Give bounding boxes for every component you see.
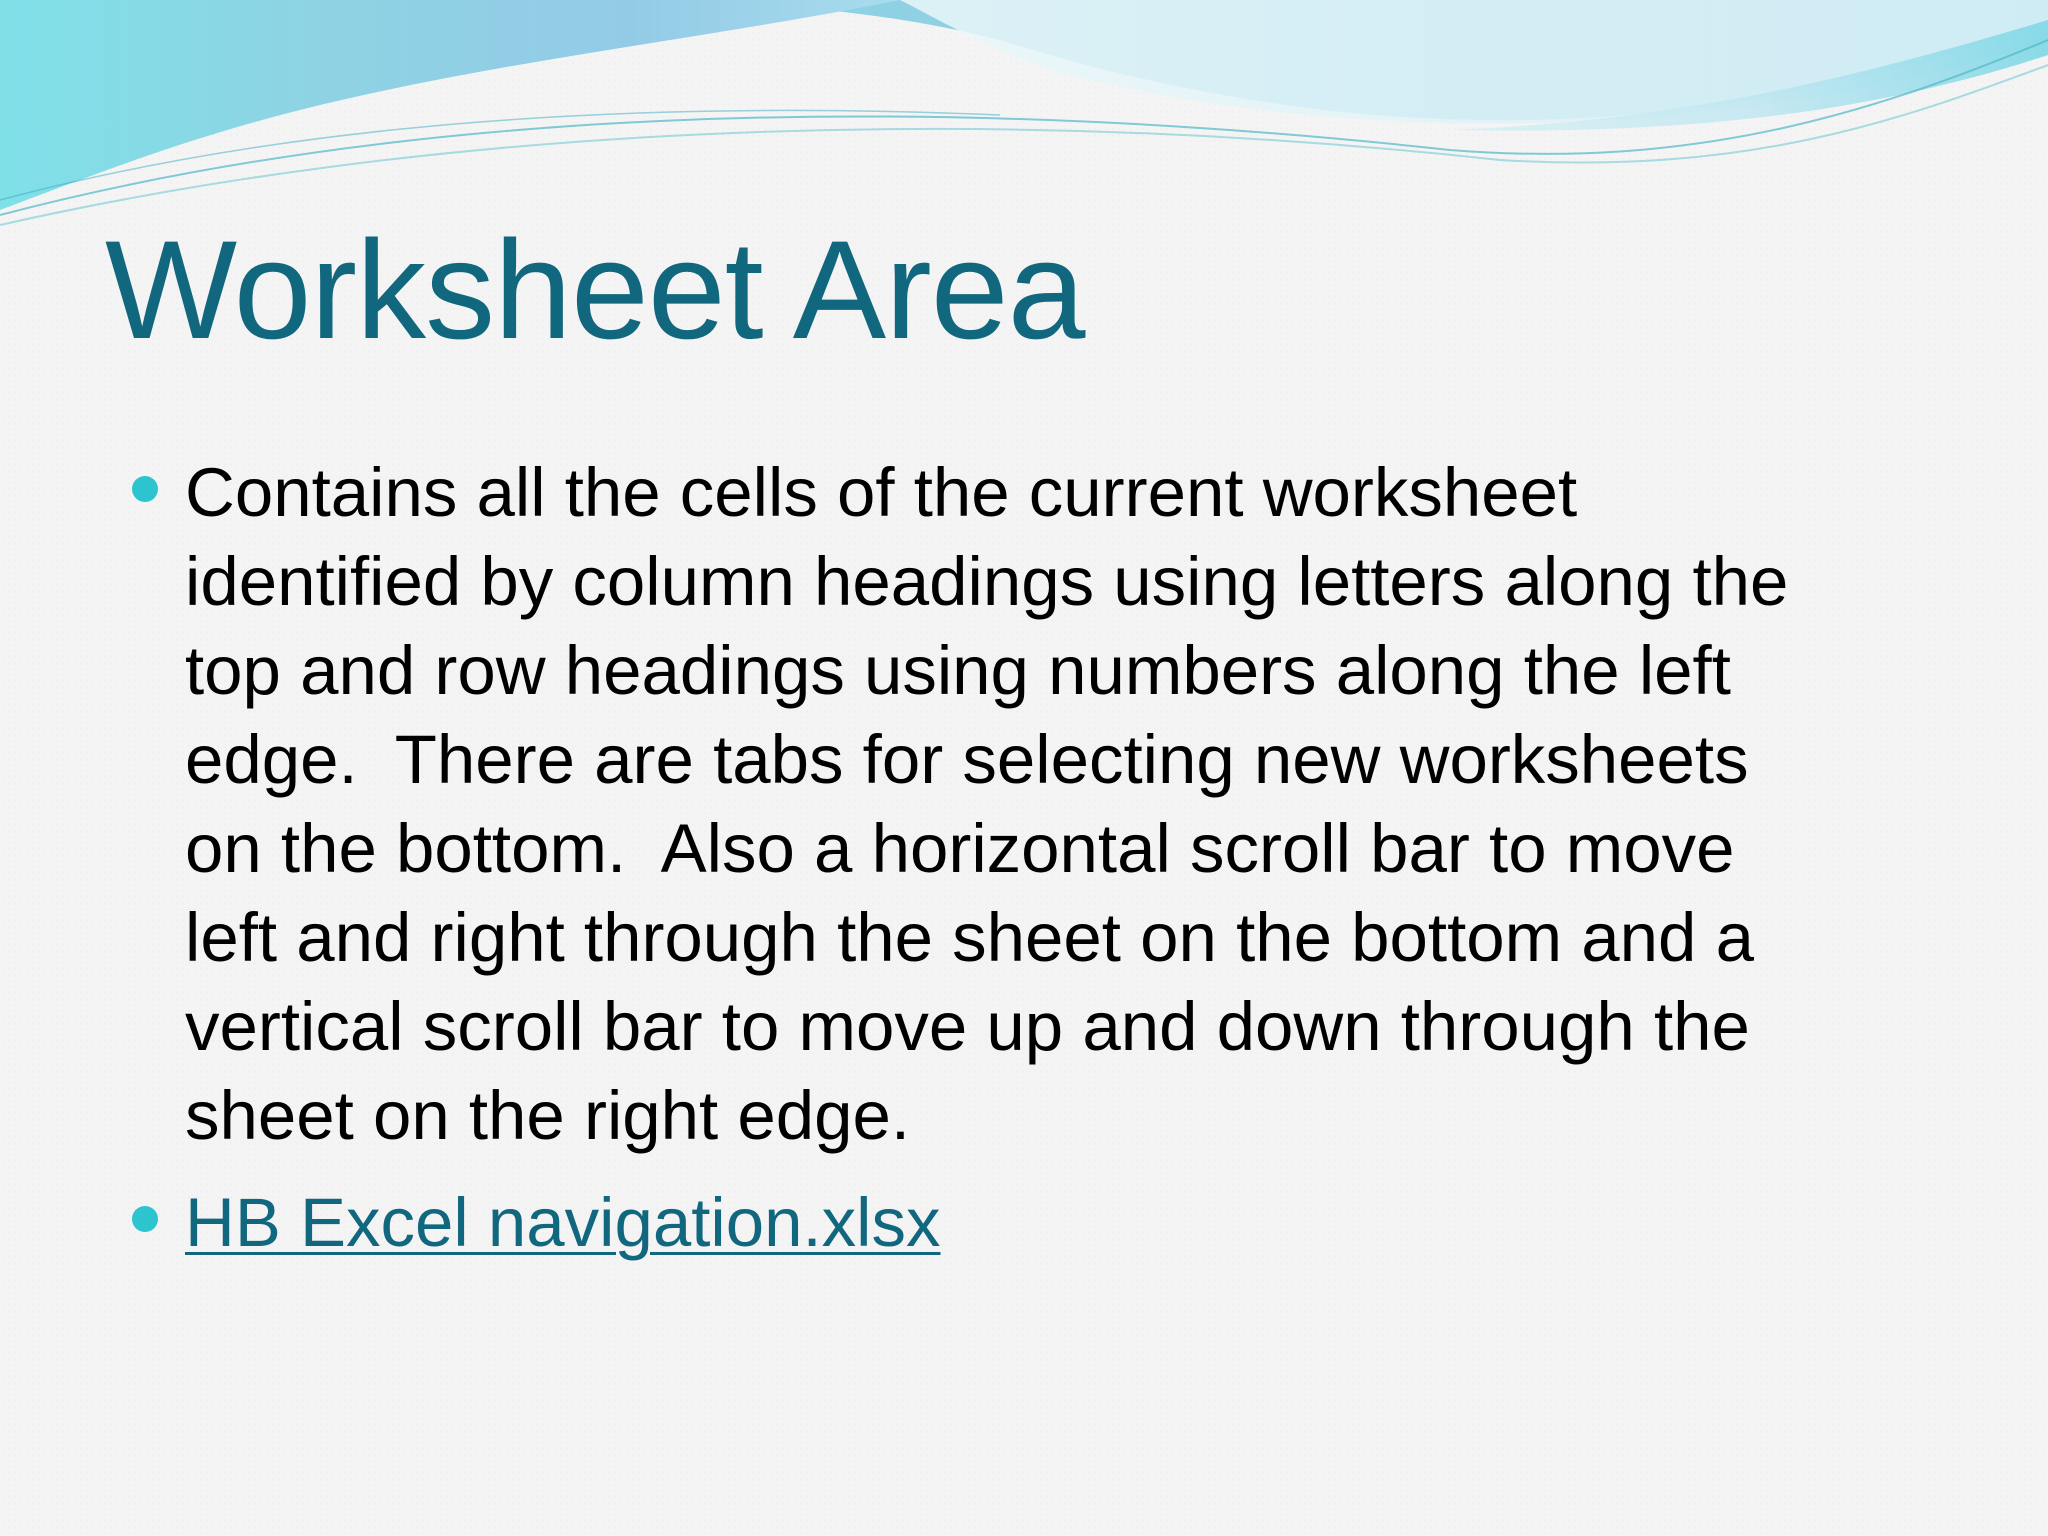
bullet-line: edge. There are tabs for selecting new worksheets (185, 721, 1749, 798)
bullet-line: vertical scroll bar to move up and down through the (185, 988, 1750, 1065)
slide-title: Worksheet Area (105, 211, 1085, 368)
bullet-line: sheet on the right edge. (185, 1077, 911, 1154)
bullet-line: Contains all the cells of the current worksheet (185, 454, 1578, 531)
bullet-line: left and right through the sheet on the bottom and a (185, 899, 1754, 976)
bullet-line: identified by column headings using letters along the (185, 543, 1789, 620)
bullet-list (128, 448, 2008, 1285)
header-wave-decoration (0, 0, 2048, 240)
bullet-text (185, 448, 2045, 1160)
bullet-line: on the bottom. Also a horizontal scroll bar to move (185, 810, 1735, 887)
bullet-line: top and row headings using numbers along the left (185, 632, 1731, 709)
excel-file-link[interactable]: HB Excel navigation.xlsx (185, 1184, 941, 1261)
bullet-dot-icon (132, 1206, 158, 1232)
bullet-dot-icon (132, 476, 158, 502)
bullet-item-link (128, 1178, 2008, 1267)
bullet-item-description (128, 448, 2008, 1160)
